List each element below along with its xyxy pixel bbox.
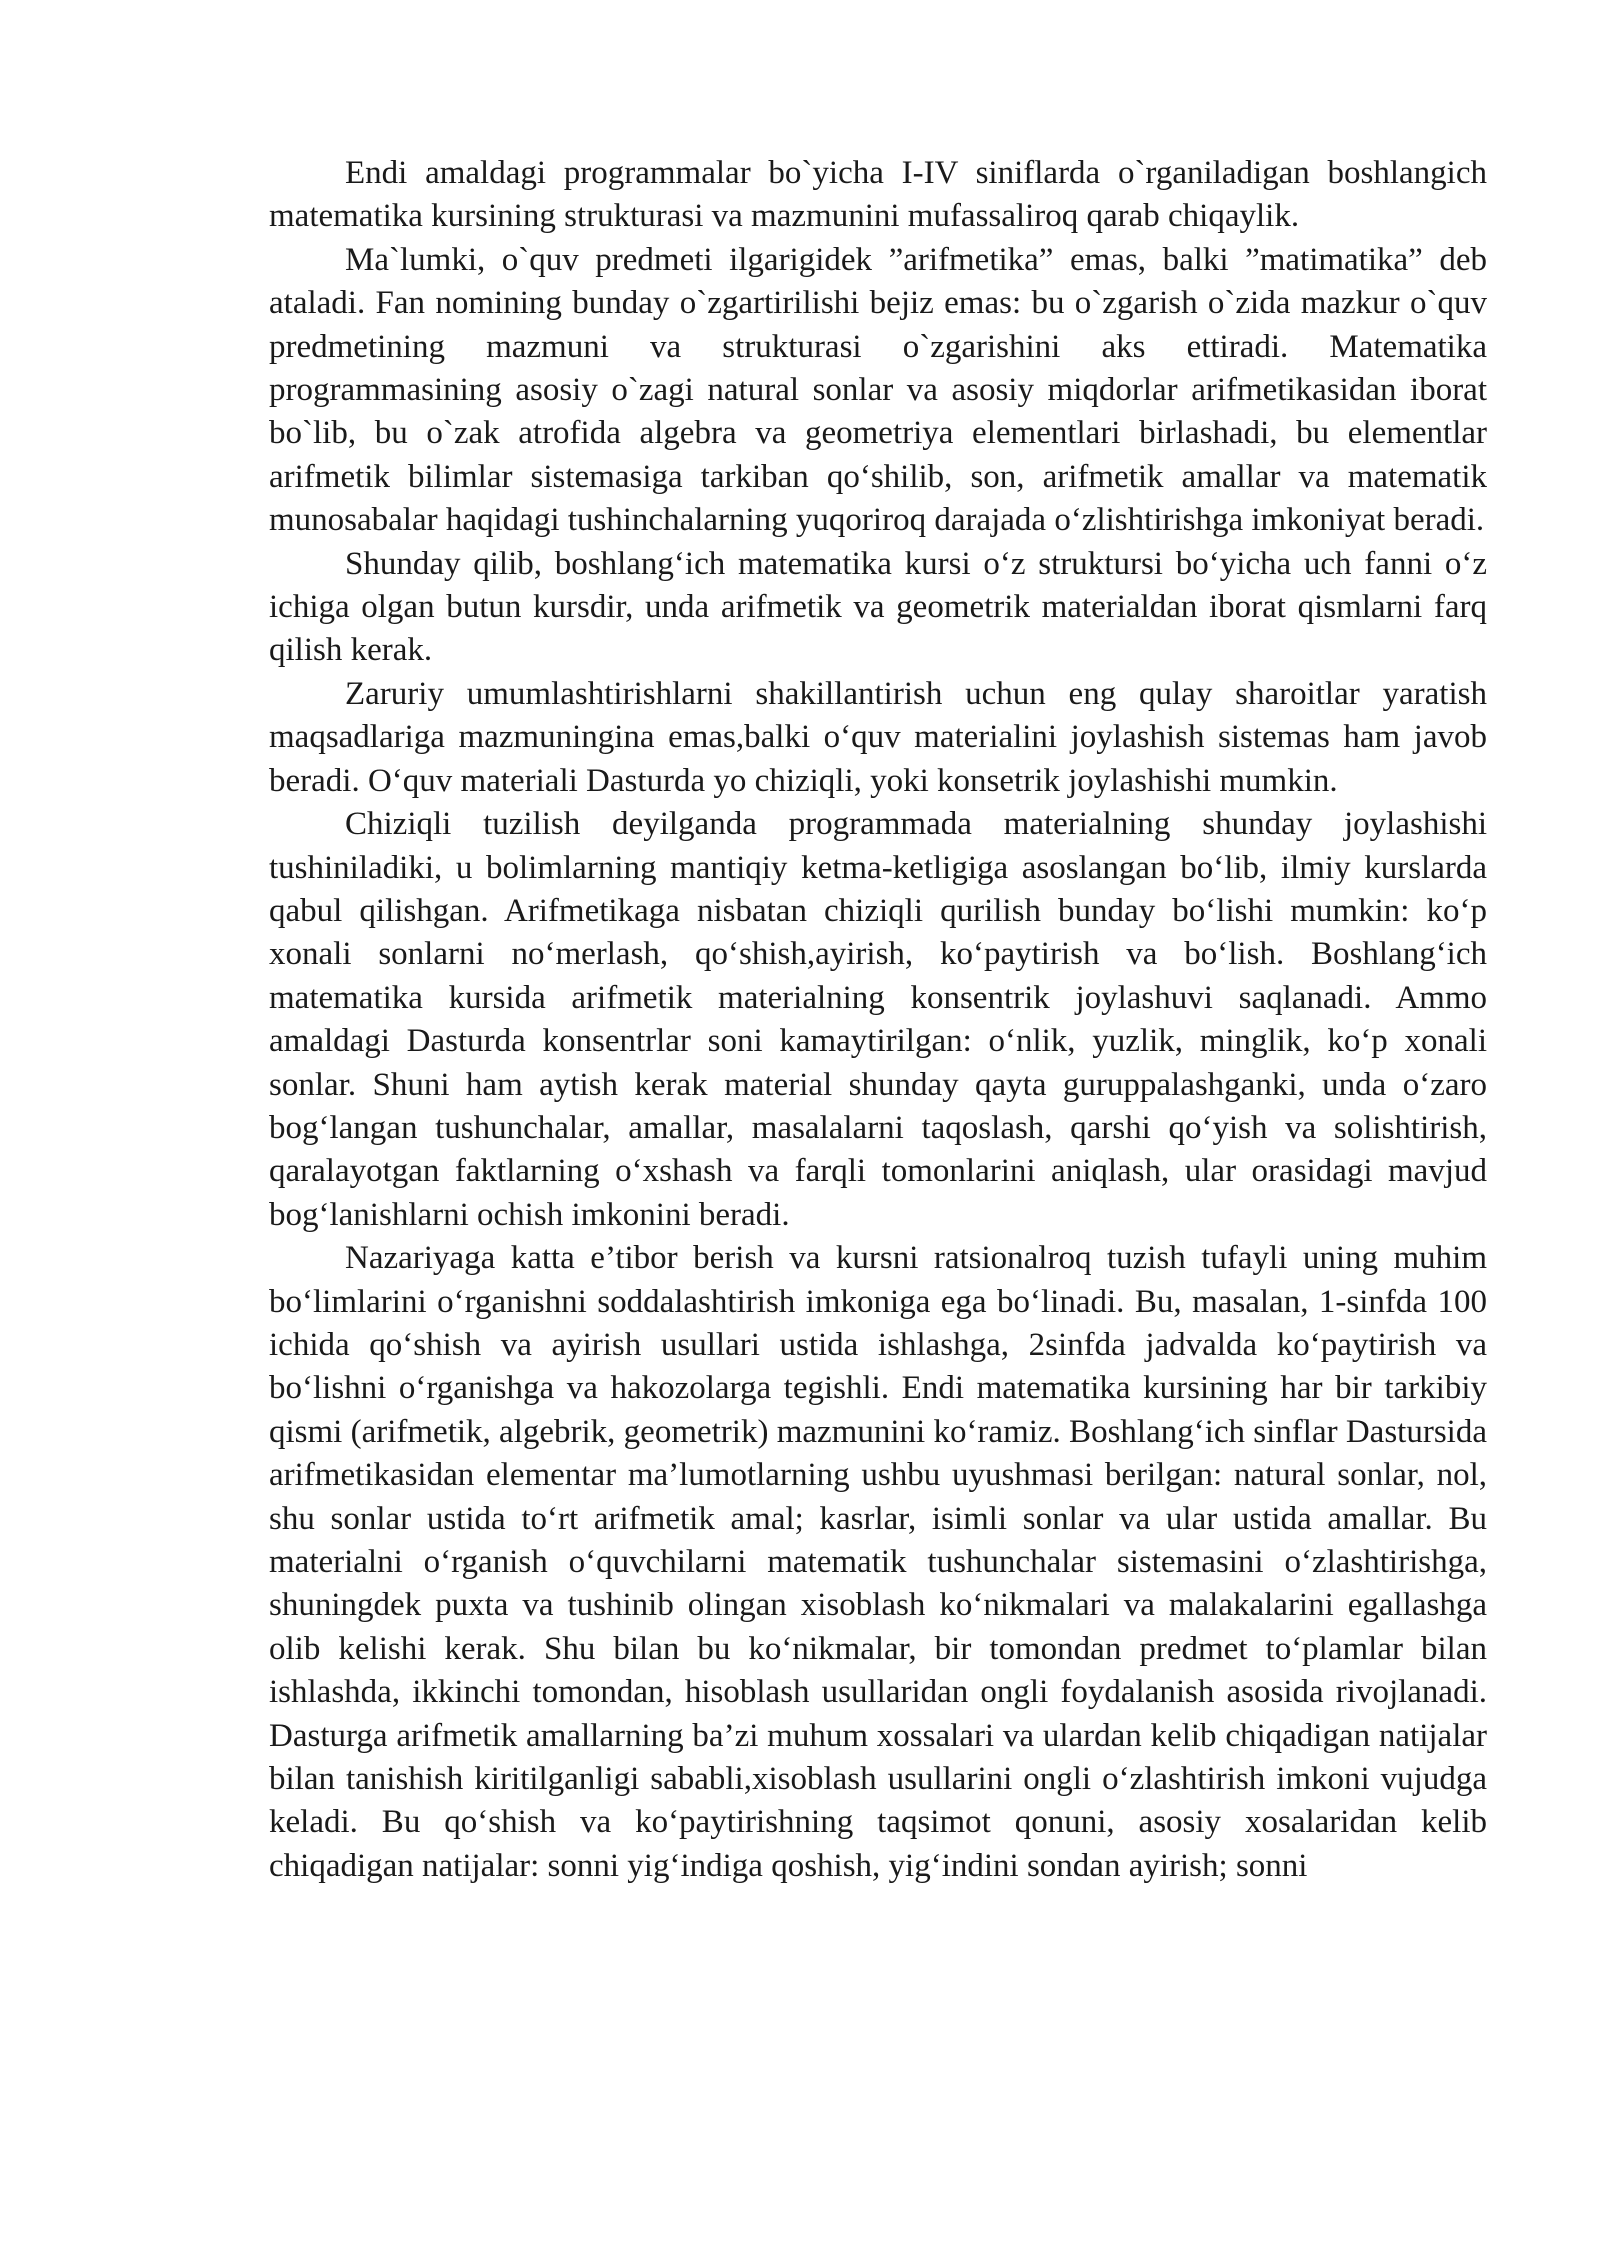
paragraph-1: Endi amaldagi programmalar bo`yicha I-IV siniflarda o`rganiladigan boshlangich matematika kursining strukturasi va mazmunini mufassaliroq qarab chiqaylik.	[269, 155, 1487, 235]
paragraph-3: Shunday qilib, boshlang‘ich matematika kursi o‘z struktursi bo‘yicha uch fanni o‘z ichiga olgan butun kursdir, unda arifmetik va geometrik materialdan iborat qismlarni farq qilish kerak.	[269, 545, 1487, 669]
paragraph-5: Chiziqli tuzilish deyilganda programmada materialning shunday joylashishi tushiniladiki, u bolimlarning mantiqiy ketma-ketligiga asoslangan bo‘lib, ilmiy kurslarda qabul qilishgan. Arifmetikaga nisbatan chiziqli qurilish bunday bo‘lishi mumkin: ko‘p xonali sonlarni no‘merlash, qo‘shish,ayirish, ko‘paytirish va bo‘lish. Boshlang‘ich matematika kursida arifmetik materialning konsentrik joylashuvi saqlanadi. Ammo amaldagi Dasturda konsentrlar soni kamaytirilgan: o‘nlik, yuzlik, minglik, ko‘p xonali sonlar. Shuni ham aytish kerak material shunday qayta guruppalashganki, unda o‘zaro bog‘langan tushunchalar, amallar, masalalarni taqoslash, qarshi qo‘yish va solishtirish, qaralayotgan faktlarning o‘xshash va farqli tomonlarini aniqlash, ular orasidagi mavjud bog‘lanishlarni ochish imkonini beradi.	[269, 806, 1487, 1233]
paragraph-2: Ma`lumki, o`quv predmeti ilgarigidek ”arifmetika” emas, balki ”matimatika” deb ataladi. Fan nomining bunday o`zgartirilishi bejiz emas: bu o`zgarish o`zida mazkur o`quv predmetining mazmuni va strukturasi o`zgarishini aks ettiradi. Matematika programmasining asosiy o`zagi natural sonlar va asosiy miqdorlar arifmetikasidan iborat bo`lib, bu o`zak atrofida algebra va geometriya elementlari birlashadi, bu elementlar arifmetik bilimlar sistemasiga tarkiban qo‘shilib, son, arifmetik amallar va matematik munosabalar haqidagi tushinchalarning yuqoriroq darajada o‘zlishtirishga imkoniyat beradi.	[269, 241, 1487, 539]
paragraph-6: Nazariyaga katta e’tibor berish va kursni ratsionalroq tuzish tufayli uning muhim bo‘limlarini o‘rganishni soddalashtirish imkoniga ega bo‘linadi. Bu, masalan, 1-sinfda 100 ichida qo‘shish va ayirish usullari ustida ishlashga, 2sinfda jadvalda ko‘paytirish va bo‘lishni o‘rganishga va hakozolarga tegishli. Endi matematika kursining har bir tarkibiy qismi (arifmetik, algebrik, geometrik) mazmunini ko‘ramiz. Boshlang‘ich sinflar Dastursida arifmetikasidan elementar ma’lumotlarning ushbu uyushmasi berilgan: natural sonlar, nol, shu sonlar ustida to‘rt arifmetik amal; kasrlar, isimli sonlar va ular ustida amallar. Bu materialni o‘rganish o‘quvchilarni matematik tushunchalar sistemasini o‘zlashtirishga, shuningdek puxta va tushinib olingan xisoblash ko‘nikmalari va malakalarini egallashga olib kelishi kerak. Shu bilan bu ko‘nikmalar, bir tomondan predmet to‘plamlar bilan ishlashda, ikkinchi tomondan, hisoblash usullaridan ongli foydalanish asosida rivojlanadi. Dasturga arifmetik amallarning ba’zi muhum xossalari va ulardan kelib chiqadigan natijalar bilan tanishish kiritilganligi sababli,xisoblash usullarini ongli o‘zlashtirish imkoni vujudga keladi. Bu qo‘shish va ko‘paytirishning taqsimot qonuni, asosiy xosalaridan kelib chiqadigan natijalar: sonni yig‘indiga qoshish, yig‘indini sondan ayirish; sonni	[269, 1240, 1487, 1884]
document-body	[269, 152, 1487, 1888]
paragraph-4: Zaruriy umumlashtirishlarni shakillantirish uchun eng qulay sharoitlar yaratish maqsadlariga mazmuningina emas,balki o‘quv materialini joylashish sistemas ham javob beradi. O‘quv materiali Dasturda yo chiziqli, yoki konsetrik joylashishi mumkin.	[269, 675, 1487, 799]
